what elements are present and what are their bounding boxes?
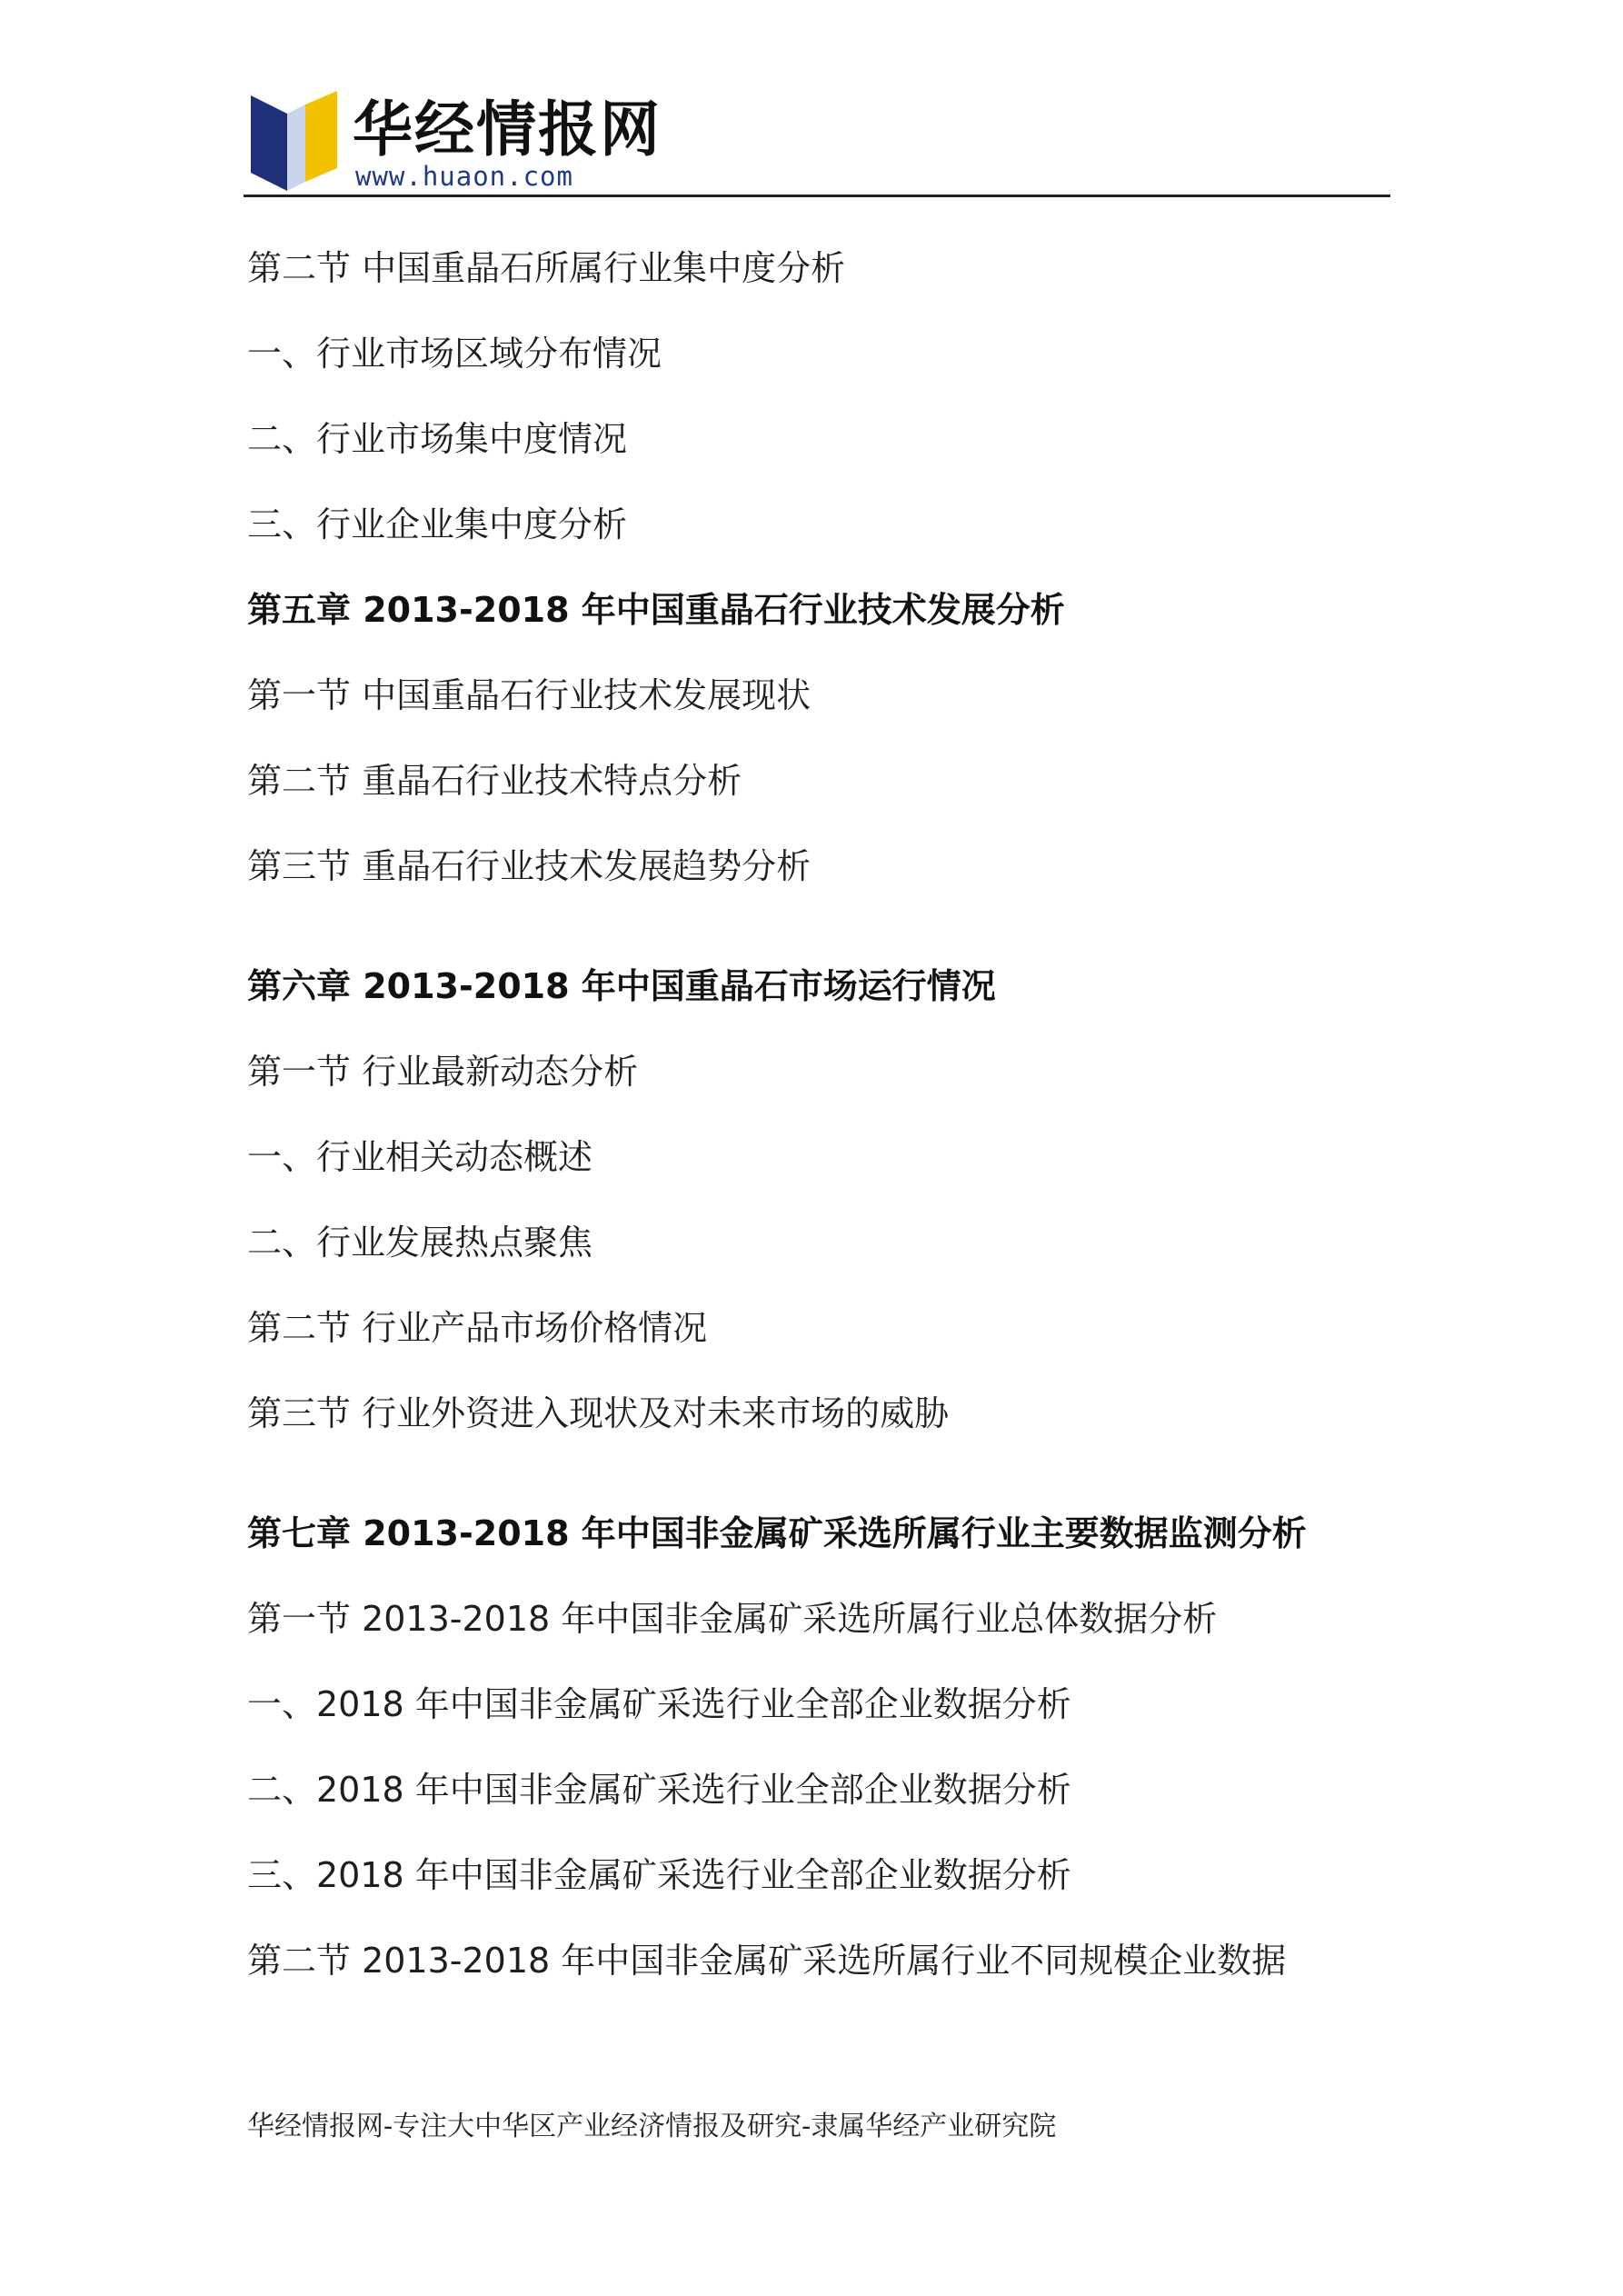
toc-entry: 第三节 重晶石行业技术发展趋势分析	[247, 846, 812, 886]
page-footer: 华经情报网-专注大中华区产业经济情报及研究-隶属华经产业研究院	[247, 2111, 1057, 2142]
table-of-contents	[247, 245, 1394, 2023]
toc-entry: 一、2018 年中国非金属矿采选行业全部企业数据分析	[247, 1684, 1071, 1724]
page-header	[244, 91, 1390, 198]
toc-entry: 第二节 重晶石行业技术特点分析	[247, 761, 742, 801]
toc-entry: 二、行业市场集中度情况	[247, 419, 628, 459]
toc-entry: 第一节 行业最新动态分析	[247, 1052, 639, 1092]
toc-entry: 第三节 行业外资进入现状及对未来市场的威胁	[247, 1393, 950, 1433]
toc-entry: 第二节 2013-2018 年中国非金属矿采选所属行业不同规模企业数据	[247, 1941, 1287, 1981]
toc-entry: 第一节 中国重晶石行业技术发展现状	[247, 675, 812, 715]
toc-entry: 第二节 行业产品市场价格情况	[247, 1308, 708, 1348]
toc-entry: 第二节 中国重晶石所属行业集中度分析	[247, 248, 846, 288]
site-name: 华经情报网	[353, 94, 662, 165]
header-divider	[244, 195, 1390, 197]
toc-entry: 一、行业市场区域分布情况	[247, 334, 662, 374]
toc-entry: 第一节 2013-2018 年中国非金属矿采选所属行业总体数据分析	[247, 1599, 1218, 1639]
toc-entry: 二、行业发展热点聚焦	[247, 1223, 593, 1263]
toc-chapter-heading: 第七章 2013-2018 年中国非金属矿采选所属行业主要数据监测分析	[247, 1513, 1307, 1553]
toc-entry: 一、行业相关动态概述	[247, 1137, 593, 1177]
logo-icon	[251, 91, 337, 191]
toc-entry: 三、行业企业集中度分析	[247, 504, 628, 544]
site-url: www.huaon.com	[355, 161, 573, 192]
toc-entry: 三、2018 年中国非金属矿采选行业全部企业数据分析	[247, 1855, 1071, 1895]
toc-chapter-heading: 第五章 2013-2018 年中国重晶石行业技术发展分析	[247, 590, 1065, 630]
toc-chapter-heading: 第六章 2013-2018 年中国重晶石市场运行情况	[247, 966, 996, 1006]
toc-entry: 二、2018 年中国非金属矿采选行业全部企业数据分析	[247, 1770, 1071, 1810]
